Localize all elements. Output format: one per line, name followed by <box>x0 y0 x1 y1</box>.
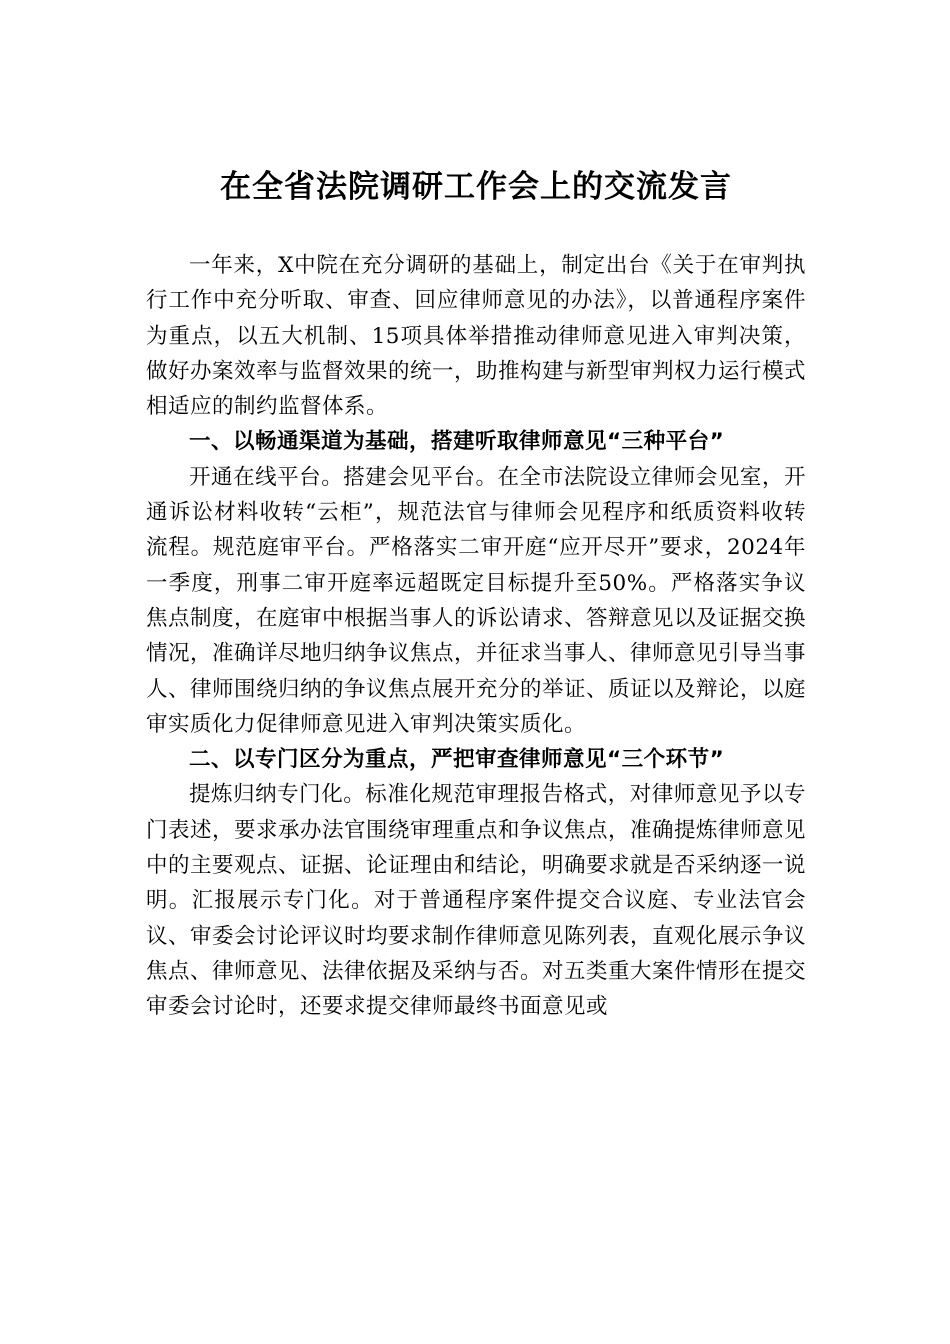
section-heading-1: 一、以畅通渠道为基础，搭建听取律师意见“三种平台” <box>189 429 725 455</box>
document-page <box>146 160 806 1025</box>
document-title: 在全省法院调研工作会上的交流发言 <box>220 169 732 205</box>
intro-paragraph: 一年来，X中院在充分调研的基础上，制定出台《关于在审判执行工作中充分听取、审查、回应律师意见的办法》，以普通程序案件为重点，以五大机制、15项具体举措推动律师意见进入审判决策，做好办案效率与监督效果的统一，助推构建与新型审判权力运行模式相适应的制约监督体系。 <box>146 253 807 420</box>
section-1-paragraph: 开通在线平台。搭建会见平台。在全市法院设立律师会见室，开通诉讼材料收转“云柜”，规范法官与律师会见程序和纸质资料收转流程。规范庭审平台。严格落实二审开庭“应开尽开”要求，2024年一季度，刑事二审开庭率远超既定目标提升至50%。严格落实争议焦点制度，在庭审中根据当事人的诉讼请求、答辩意见以及证据交换情况，准确详尽地归纳争议焦点，并征求当事人、律师意见引导当事人、律师围绕归纳的争议焦点展开充分的举证、质证以及辩论，以庭审实质化力促律师意见进入审判决策实质化。 <box>146 464 807 737</box>
section-heading-2: 二、以专门区分为重点，严把审查律师意见“三个环节” <box>189 747 725 773</box>
section-2-paragraph: 提炼归纳专门化。标准化规范审理报告格式，对律师意见予以专门表述，要求承办法官围绕审理重点和争议焦点，准确提炼律师意见中的主要观点、证据、论证理由和结论，明确要求就是否采纳逐一说明。汇报展示专门化。对于普通程序案件提交合议庭、专业法官会议、审委会讨论评议时均要求制作律师意见陈列表，直观化展示争议焦点、律师意见、法律依据及采纳与否。对五类重大案件情形在提交审委会讨论时，还要求提交律师最终书面意见或 <box>146 782 807 1020</box>
